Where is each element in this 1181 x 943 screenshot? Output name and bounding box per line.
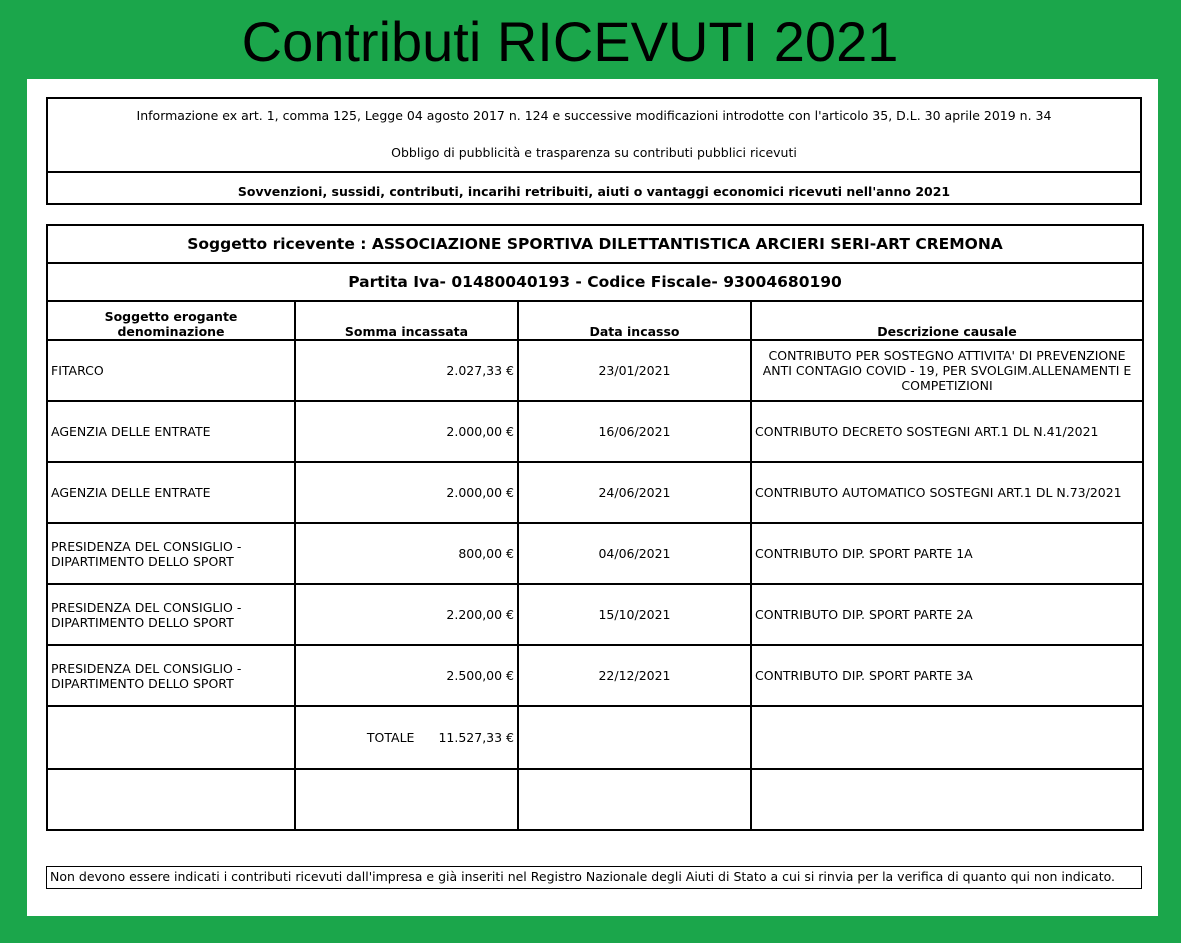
obligation-text: Obbligo di pubblicità e trasparenza su contributi pubblici ricevuti: [391, 145, 797, 160]
amount-cell: 2.200,00 €: [295, 584, 518, 645]
amount-cell: 2.000,00 €: [295, 462, 518, 523]
date-cell: 15/10/2021: [518, 584, 751, 645]
payer-cell: AGENZIA DELLE ENTRATE: [47, 462, 295, 523]
total-label: TOTALE: [366, 730, 415, 745]
description-cell: CONTRIBUTO AUTOMATICO SOSTEGNI ART.1 DL N.73/2021: [751, 462, 1143, 523]
divider: [48, 171, 1140, 173]
tax-ids-header: Partita Iva- 01480040193 - Codice Fiscale- 93004680190: [47, 263, 1143, 301]
payer-cell: [47, 523, 295, 584]
legal-reference-text: Informazione ex art. 1, comma 125, Legge 04 agosto 2017 n. 124 e successive modificazioni introdotte con l'articolo 35, D.L. 30 aprile 2019 n. 34: [136, 108, 1052, 123]
payer-line: DIPARTIMENTO DELLO SPORT: [51, 675, 234, 691]
payer-line: PRESIDENZA DEL CONSIGLIO -: [51, 660, 242, 676]
description-cell: CONTRIBUTO DECRETO SOSTEGNI ART.1 DL N.41/2021: [751, 401, 1143, 462]
payer-line: DIPARTIMENTO DELLO SPORT: [51, 553, 234, 569]
table-row: [47, 645, 1143, 706]
empty-cell: [47, 769, 295, 830]
recipient-header: Soggetto ricevente : ASSOCIAZIONE SPORTIVA DILETTANTISTICA ARCIERI SERI-ART CREMONA: [47, 225, 1143, 263]
description-cell: CONTRIBUTO DIP. SPORT PARTE 3A: [751, 645, 1143, 706]
date-cell: 16/06/2021: [518, 401, 751, 462]
empty-cell: [751, 769, 1143, 830]
column-header-amount: Somma incassata: [295, 301, 518, 340]
payer-cell: [47, 584, 295, 645]
payer-line: PRESIDENZA DEL CONSIGLIO -: [51, 538, 242, 554]
document-sheet: [27, 79, 1158, 916]
table-row: [47, 401, 1143, 462]
legal-info-box: [46, 97, 1142, 205]
description-cell: CONTRIBUTO DIP. SPORT PARTE 2A: [751, 584, 1143, 645]
empty-cell: [295, 769, 518, 830]
empty-cell: [751, 706, 1143, 769]
table-row: [47, 523, 1143, 584]
amount-cell: 2.027,33 €: [295, 340, 518, 401]
payer-line: PRESIDENZA DEL CONSIGLIO -: [51, 599, 242, 615]
column-header-payer: Soggetto erogante denominazione: [47, 301, 295, 340]
date-cell: 22/12/2021: [518, 645, 751, 706]
empty-cell: [518, 706, 751, 769]
payer-cell: [47, 645, 295, 706]
total-row: [47, 706, 1143, 769]
footnote: Non devono essere indicati i contributi ricevuti dall'impresa e già inseriti nel Registro Nazionale degli Aiuti di Stato a cui si rinvia per la verifica di quanto qui non indicato.: [46, 866, 1142, 889]
date-cell: 04/06/2021: [518, 523, 751, 584]
empty-row: [47, 769, 1143, 830]
table-row: [47, 340, 1143, 401]
column-header-description: Descrizione causale: [751, 301, 1143, 340]
payer-cell: AGENZIA DELLE ENTRATE: [47, 401, 295, 462]
table-row: [47, 462, 1143, 523]
description-cell: CONTRIBUTO PER SOSTEGNO ATTIVITA' DI PREVENZIONE ANTI CONTAGIO COVID - 19, PER SVOLGIM.ALLENAMENTI E COMPETIZIONI: [751, 340, 1143, 401]
payer-cell: FITARCO: [47, 340, 295, 401]
contributions-table: [46, 224, 1144, 831]
column-header-date: Data incasso: [518, 301, 751, 340]
total-cell: [295, 706, 518, 769]
payer-line: DIPARTIMENTO DELLO SPORT: [51, 614, 234, 630]
amount-cell: 2.500,00 €: [295, 645, 518, 706]
amount-cell: 800,00 €: [295, 523, 518, 584]
empty-cell: [518, 769, 751, 830]
empty-cell: [47, 706, 295, 769]
description-cell: CONTRIBUTO DIP. SPORT PARTE 1A: [751, 523, 1143, 584]
total-value: 11.527,33 €: [438, 730, 514, 745]
table-row: [47, 584, 1143, 645]
amount-cell: 2.000,00 €: [295, 401, 518, 462]
subsidies-heading: Sovvenzioni, sussidi, contributi, incarihi retribuiti, aiuti o vantaggi economici ricevuti nell'anno 2021: [237, 184, 951, 199]
date-cell: 24/06/2021: [518, 462, 751, 523]
date-cell: 23/01/2021: [518, 340, 751, 401]
page-title: Contributi RICEVUTI 2021: [241, 10, 899, 73]
